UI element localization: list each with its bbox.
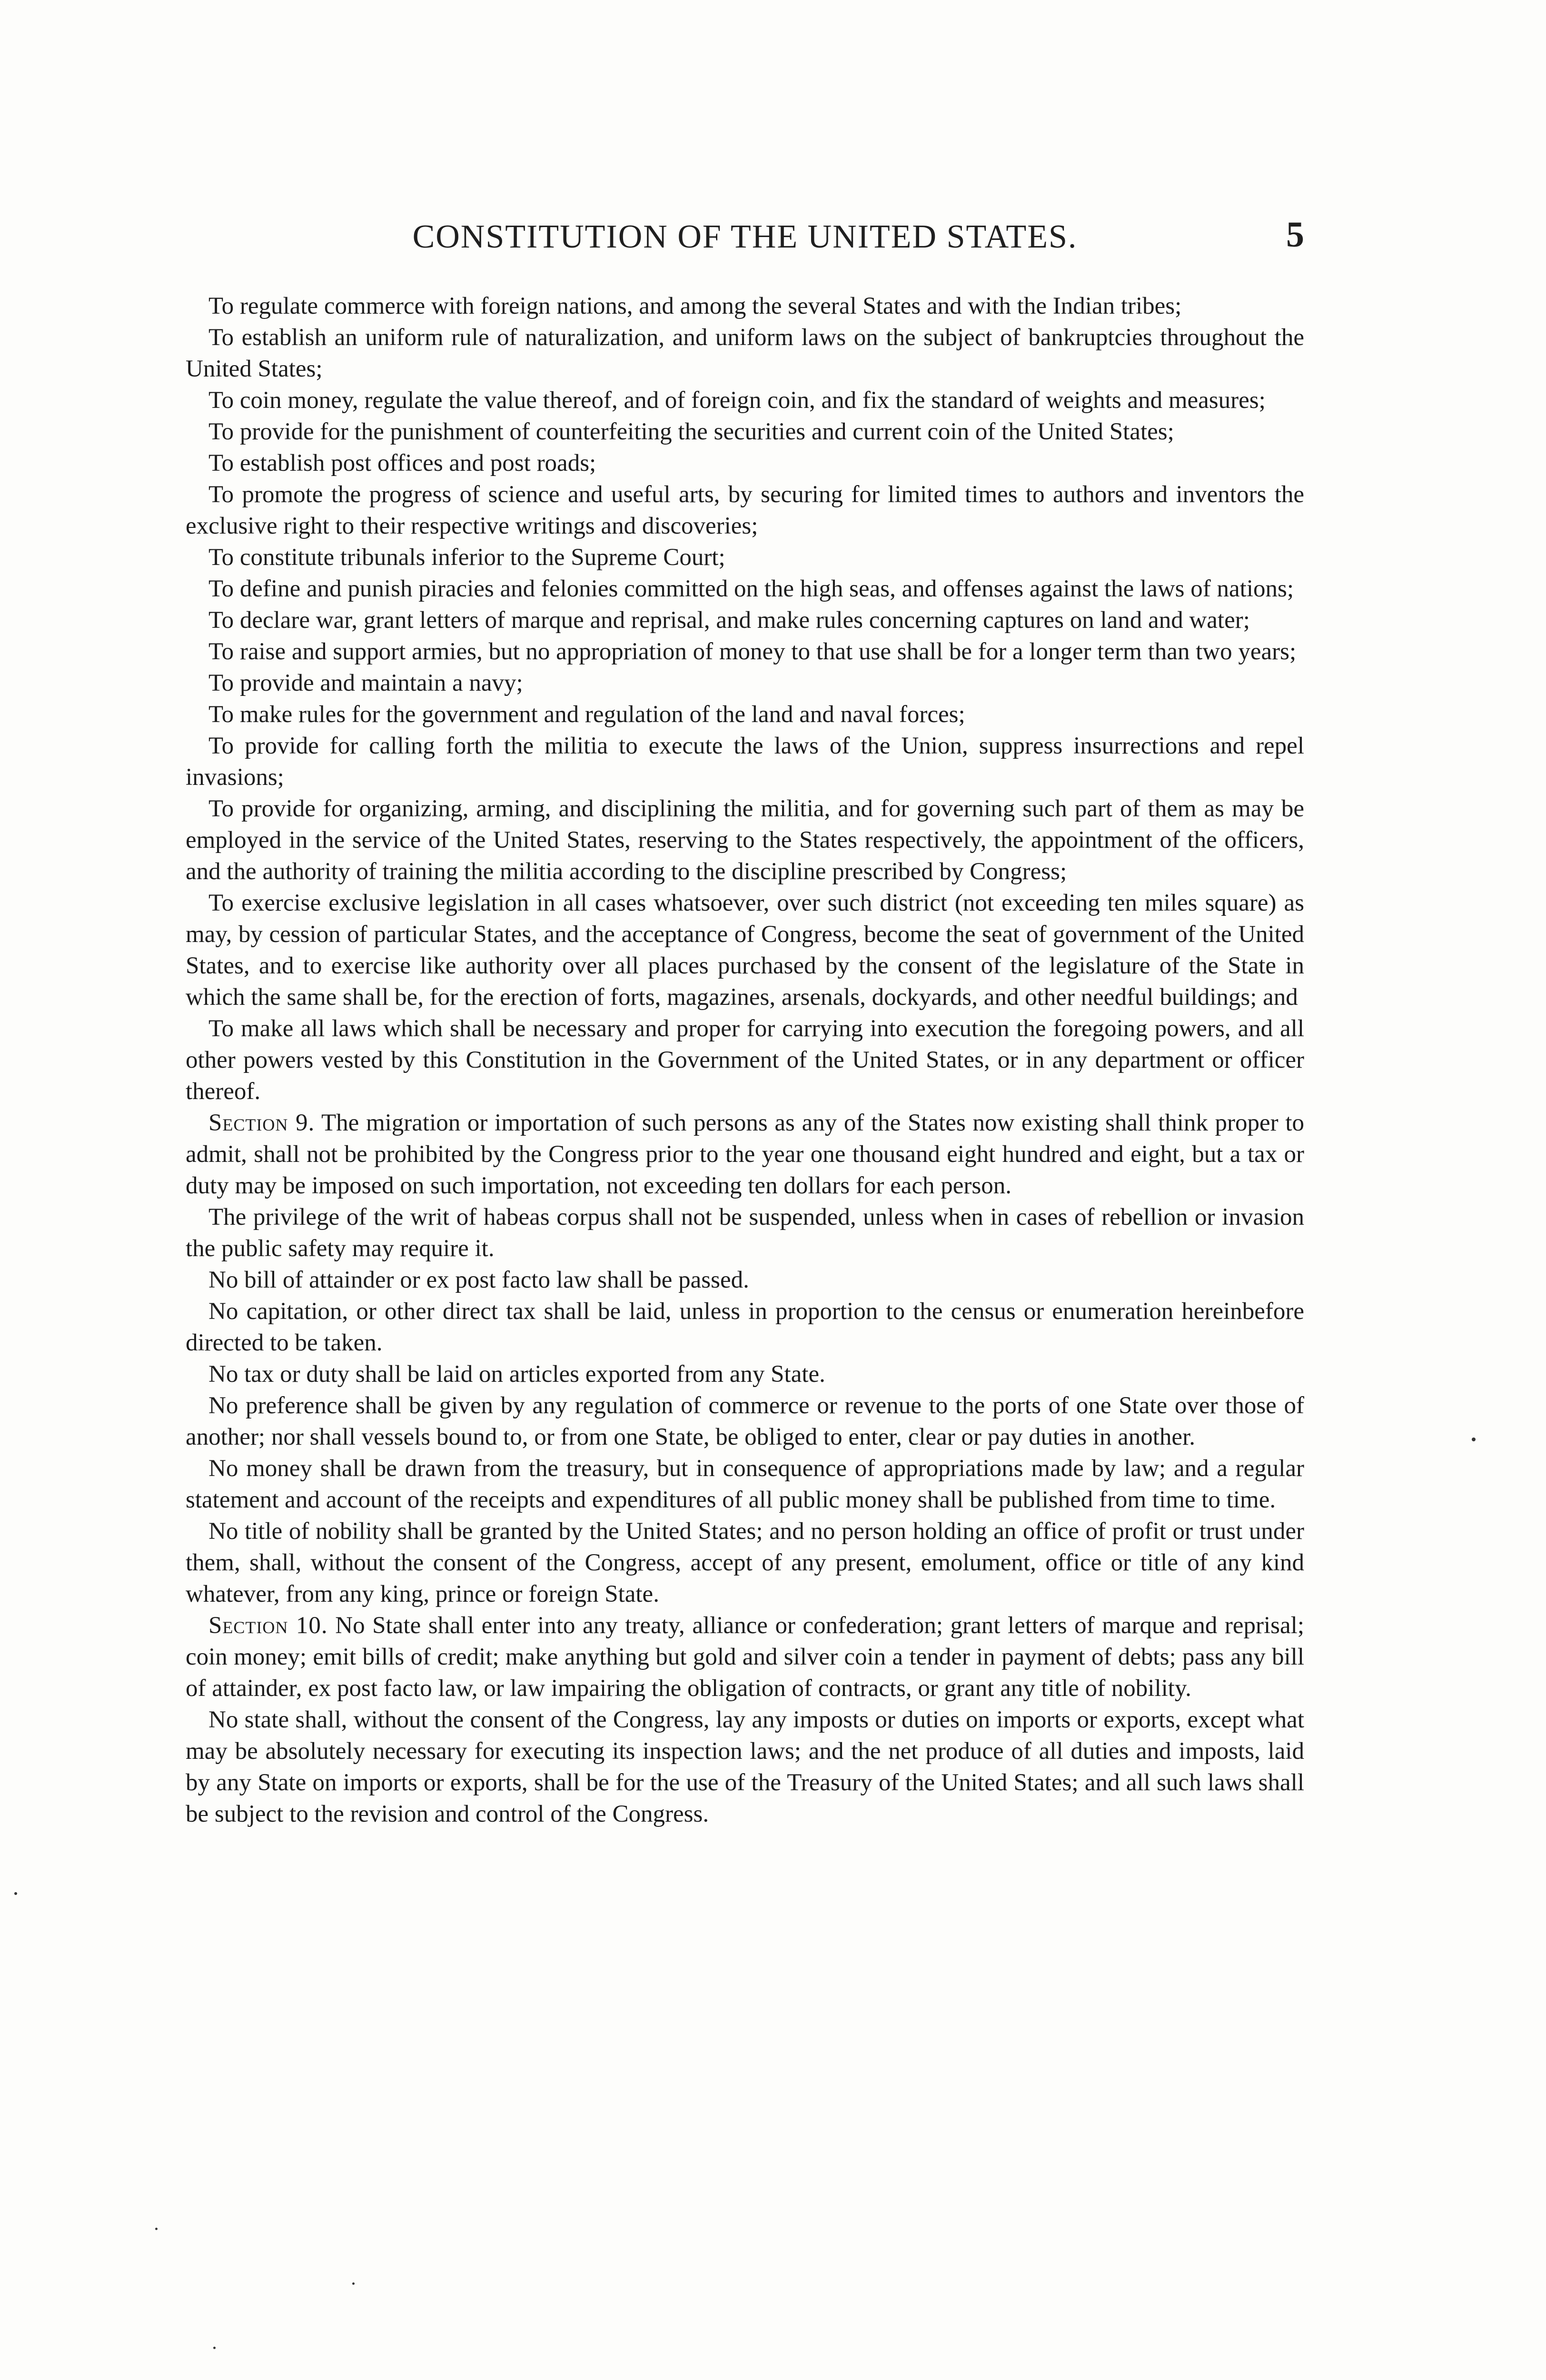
paragraph xyxy=(186,385,1304,416)
running-head: CONSTITUTION OF THE UNITED STATES. xyxy=(412,218,1078,255)
paragraph-text: To establish post offices and post roads; xyxy=(208,450,596,476)
paragraph xyxy=(186,542,1304,573)
paragraph xyxy=(186,887,1304,1013)
paragraph xyxy=(186,1264,1304,1296)
paragraph-text: To constitute tribunals inferior to the Supreme Court; xyxy=(208,544,725,571)
paragraph xyxy=(186,667,1304,699)
paragraph xyxy=(186,1390,1304,1453)
paragraph-text: To promote the progress of science and useful arts, by securing for limited times to authors and inventors the exclusive right to their respective writings and discoveries; xyxy=(186,481,1304,539)
paragraph xyxy=(186,290,1304,322)
paragraph xyxy=(186,1453,1304,1516)
paragraph xyxy=(186,1296,1304,1359)
paragraph-text: No title of nobility shall be granted by the United States; and no person holding an office of profit or trust under them, shall, without the consent of the Congress, accept of any present, emolument, office or title of any kind whatever, from any king, prince or foreign State. xyxy=(186,1518,1304,1607)
paragraph xyxy=(186,479,1304,542)
section-label: Section 10. xyxy=(208,1612,328,1639)
paragraph xyxy=(186,1516,1304,1610)
paragraph-text: To provide for organizing, arming, and disciplining the militia, and for governing such part of them as may be employed in the service of the United States, reserving to the States respectively, the appointment of the officers, and the authority of training the militia according to the discipline prescribed by Congress; xyxy=(186,795,1304,885)
paragraph-text: To coin money, regulate the value thereof, and of foreign coin, and fix the standard of weights and measures; xyxy=(208,387,1266,414)
paragraph xyxy=(186,447,1304,479)
paragraph-text: No bill of attainder or ex post facto law shall be passed. xyxy=(208,1267,749,1293)
paragraph xyxy=(186,1359,1304,1390)
paragraph xyxy=(186,730,1304,793)
paragraph-text: No tax or duty shall be laid on articles exported from any State. xyxy=(208,1361,825,1388)
paragraph-text: To provide for the punishment of counterfeiting the securities and current coin of the United States; xyxy=(208,418,1174,445)
paragraph xyxy=(186,322,1304,385)
paragraph-text: No state shall, without the consent of the Congress, lay any imposts or duties on imports or exports, except what may be absolutely necessary for executing its inspection laws; and the net produce of all duties and imposts, laid by any State on imports or exports, shall be for the use of the Treasury of the United States; and all such laws shall be subject to the revision and control of the Congress. xyxy=(186,1706,1304,1827)
paragraph xyxy=(186,699,1304,730)
paragraph xyxy=(186,573,1304,605)
paragraph xyxy=(186,1201,1304,1264)
paragraph xyxy=(186,1013,1304,1107)
paragraph-text: To regulate commerce with foreign nations, and among the several States and with the Indian tribes; xyxy=(208,293,1182,319)
scan-speck xyxy=(352,2282,355,2285)
scan-speck xyxy=(213,2347,216,2349)
body-text xyxy=(186,290,1304,1830)
paragraph-text: The migration or importation of such persons as any of the States now existing shall think proper to admit, shall not be prohibited by the Congress prior to the year one thousand eight hundred and eight, but a tax or duty may be imposed on such importation, not exceeding ten dollars for each person. xyxy=(186,1110,1304,1199)
paragraph-text: To raise and support armies, but no appropriation of money to that use shall be for a longer term than two years; xyxy=(208,638,1297,665)
paragraph-text: To provide for calling forth the militia to execute the laws of the Union, suppress insurrections and repel invasions; xyxy=(186,733,1304,791)
section-label: Section 9. xyxy=(208,1110,315,1136)
paragraph-text: To provide and maintain a navy; xyxy=(208,670,523,696)
section-paragraph xyxy=(186,1610,1304,1704)
paragraph-text: To exercise exclusive legislation in all cases whatsoever, over such district (not exceeding ten miles square) as may, by cession of particular States, and the acceptance of Congress, become the seat of government of the United States, and to exercise like authority over all places purchased by the consent of the legislature of the State in which the same shall be, for the erection of forts, magazines, arsenals, dockyards, and other needful buildings; and xyxy=(186,890,1304,1011)
paragraph-text: The privilege of the writ of habeas corpus shall not be suspended, unless when in cases of rebellion or invasion the public safety may require it. xyxy=(186,1204,1304,1262)
page-header xyxy=(186,214,1304,262)
paragraph-text: To establish an uniform rule of naturalization, and uniform laws on the subject of bankruptcies throughout the United States; xyxy=(186,324,1304,382)
paragraph xyxy=(186,416,1304,447)
scan-speck xyxy=(155,2228,158,2230)
paragraph-text: No State shall enter into any treaty, alliance or confederation; grant letters of marque and reprisal; coin money; emit bills of credit; make anything but gold and silver coin a tender in payment of debts; pass any bill of attainder, ex post facto law, or law impairing the obligation of contracts, or grant any title of nobility. xyxy=(186,1612,1304,1702)
paragraph-text: To declare war, grant letters of marque and reprisal, and make rules concerning captures on land and water; xyxy=(208,607,1250,634)
paragraph-text: No money shall be drawn from the treasury, but in consequence of appropriations made by law; and a regular statement and account of the receipts and expenditures of all public money shall be published from time to time. xyxy=(186,1455,1304,1513)
paragraph xyxy=(186,636,1304,667)
paragraph-text: To make rules for the government and regulation of the land and naval forces; xyxy=(208,701,965,728)
paragraph-text: To make all laws which shall be necessary and proper for carrying into execution the foregoing powers, and all other powers vested by this Constitution in the Government of the United States, or in any department or officer thereof. xyxy=(186,1015,1304,1105)
paragraph xyxy=(186,605,1304,636)
scan-speck xyxy=(1472,1438,1476,1441)
paragraph-text: No capitation, or other direct tax shall be laid, unless in proportion to the census or enumeration hereinbefore directed to be taken. xyxy=(186,1298,1304,1356)
paragraph xyxy=(186,793,1304,887)
page-number: 5 xyxy=(1286,215,1304,255)
paragraph xyxy=(186,1704,1304,1830)
section-paragraph xyxy=(186,1107,1304,1201)
paragraph-text: No preference shall be given by any regulation of commerce or revenue to the ports of one State over those of another; nor shall vessels bound to, or from one State, be obliged to enter, clear or pay duties in another. xyxy=(186,1392,1304,1450)
scan-speck xyxy=(14,1892,17,1895)
paragraph-text: To define and punish piracies and felonies committed on the high seas, and offenses against the laws of nations; xyxy=(208,575,1294,602)
